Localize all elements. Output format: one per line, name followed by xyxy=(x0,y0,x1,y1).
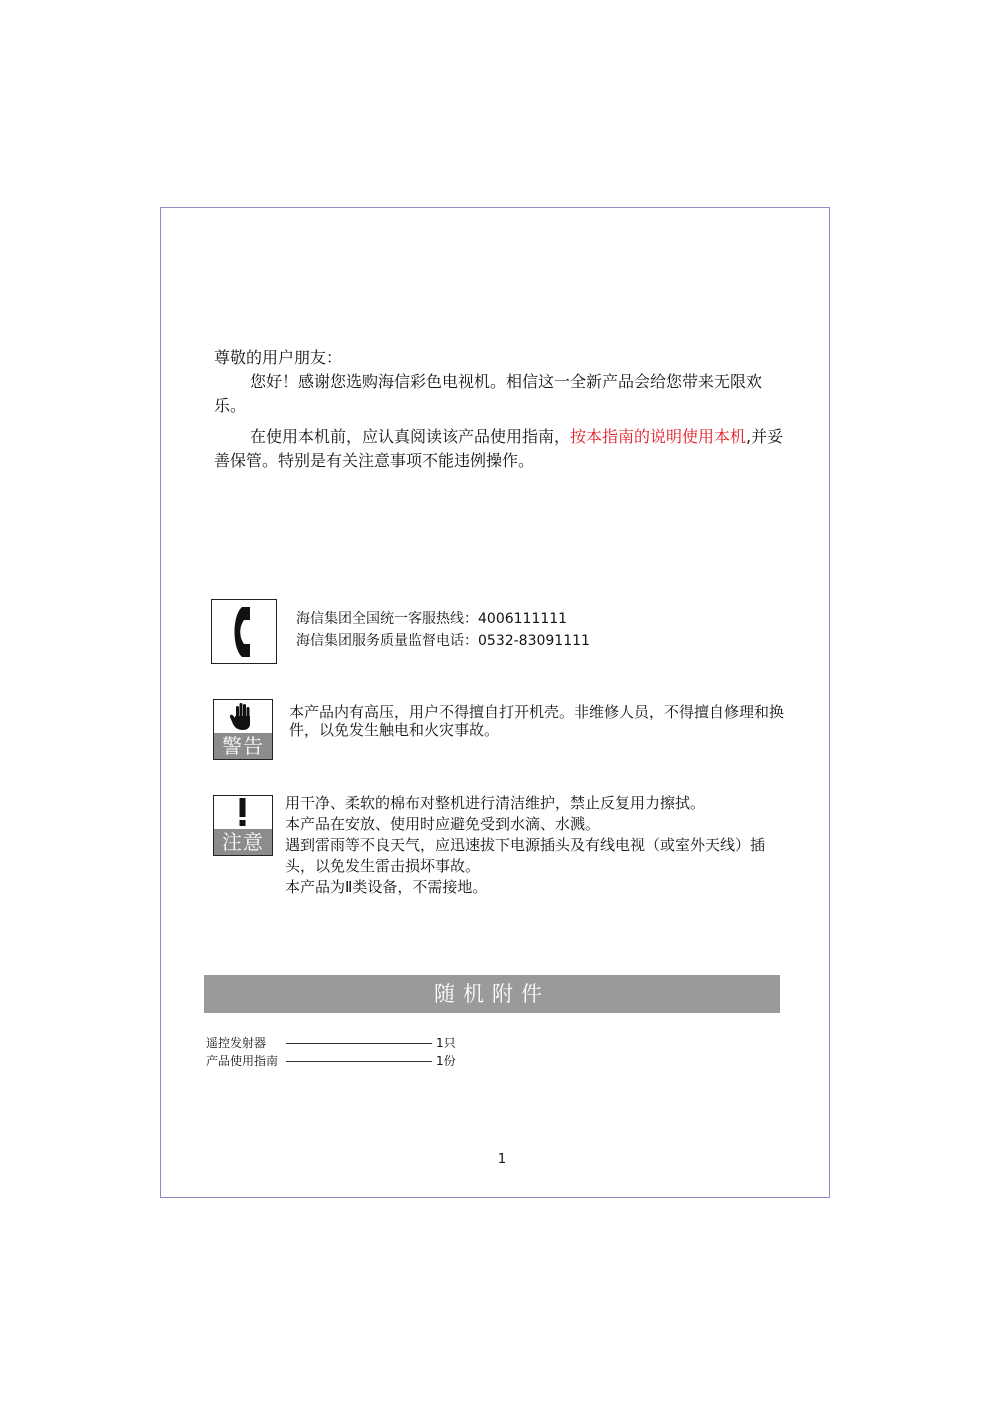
accessories-title: 随机附件 xyxy=(204,975,780,1013)
caution-line: 本产品为Ⅱ类设备，不需接地。 xyxy=(285,878,488,896)
warning-label: 警告 xyxy=(214,733,272,759)
caution-line: 用干净、柔软的棉布对整机进行清洁维护，禁止反复用力擦拭。 xyxy=(285,794,706,812)
exclamation-icon xyxy=(214,796,272,829)
caution-text xyxy=(285,793,790,898)
page-number: 1 xyxy=(497,1152,507,1167)
accessory-qty: 1只 xyxy=(436,1036,456,1050)
leader-line xyxy=(286,1061,432,1062)
caution-line: 遇到雷雨等不良天气，应迅速拔下电源插头及有线电视（或室外天线）插头，以免发生雷击损坏事故。 xyxy=(285,836,766,875)
intro-paragraph: 您好！感谢您选购海信彩色电视机。相信这一全新产品会给您带来无限欢乐。 xyxy=(214,372,763,415)
warning-text: 本产品内有高压，用户不得擅自打开机壳。非维修人员，不得擅自修理和换件，以免发生触电和火灾事故。 xyxy=(289,703,785,739)
letter-section xyxy=(214,346,789,473)
supervision-number: 海信集团服务质量监督电话：0532-83091111 xyxy=(296,633,590,649)
service-hotlines xyxy=(296,608,590,652)
caution-label: 注意 xyxy=(214,829,272,855)
usage-text: 在使用本机前，应认真阅读该产品使用指南， xyxy=(250,427,571,446)
usage-text-end: ,并妥善保管。特别是有关注意事项不能违例操作。 xyxy=(214,427,784,470)
phone-icon xyxy=(211,599,277,664)
accessory-name: 遥控发射器 xyxy=(206,1036,267,1050)
hotline-number: 海信集团全国统一客服热线：4006111111 xyxy=(296,611,568,627)
accessories-list xyxy=(206,1034,466,1070)
warning-badge xyxy=(213,699,273,760)
accessory-qty: 1份 xyxy=(436,1054,456,1068)
greeting: 尊敬的用户朋友： xyxy=(214,348,343,367)
usage-paragraph xyxy=(214,425,789,473)
list-item xyxy=(206,1052,466,1070)
accessory-name: 产品使用指南 xyxy=(206,1054,279,1068)
caution-badge xyxy=(213,795,273,856)
leader-line xyxy=(286,1043,432,1044)
caution-line: 本产品在安放、使用时应避免受到水滴、水溅。 xyxy=(285,815,601,833)
hand-stop-icon xyxy=(214,700,272,733)
usage-highlight: 按本指南的说明使用本机 xyxy=(570,427,747,446)
list-item xyxy=(206,1034,466,1052)
